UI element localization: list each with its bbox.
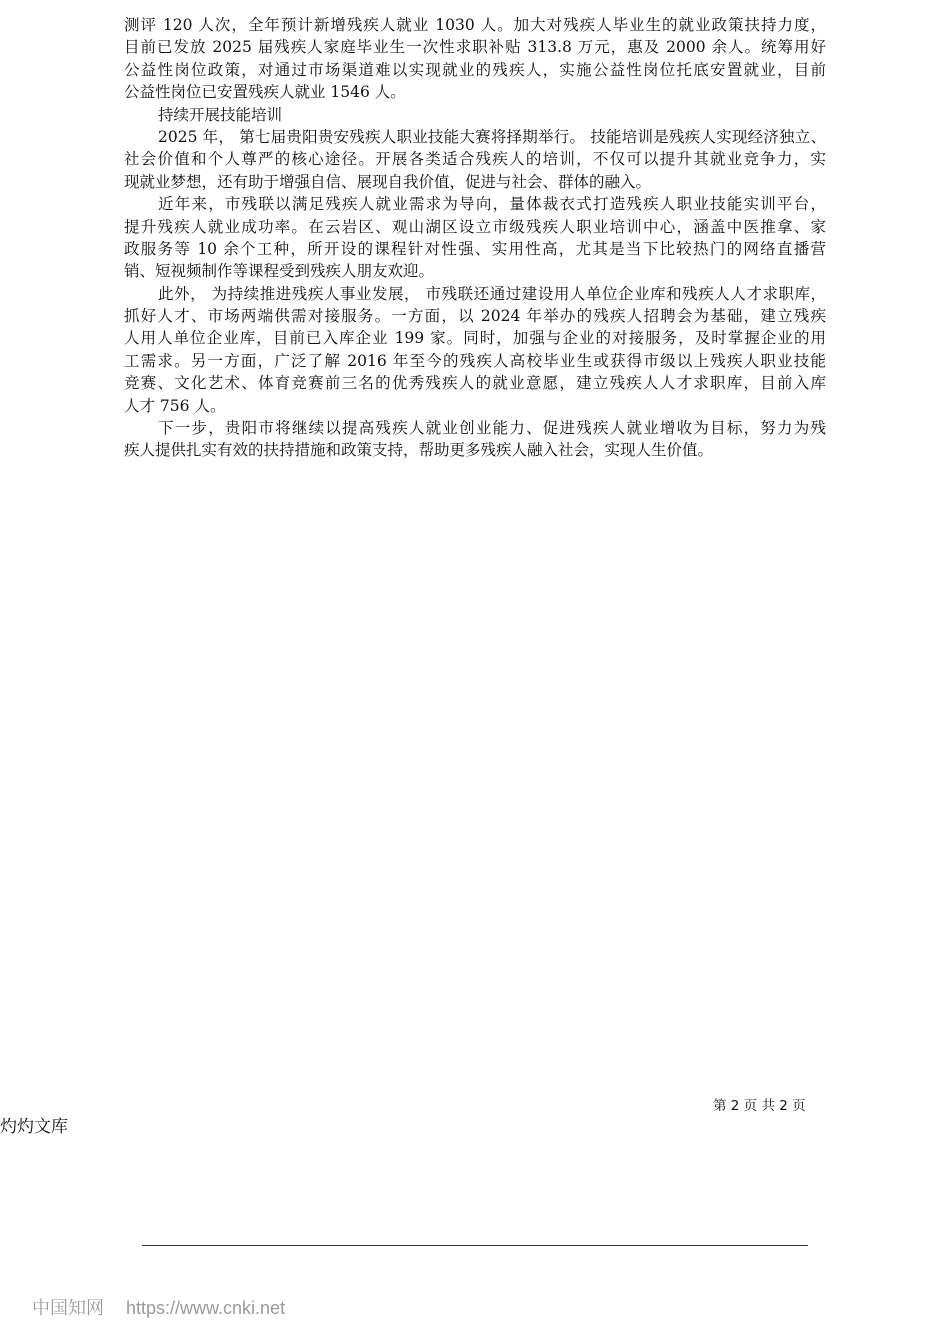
text-line: 下一步，贵阳市将继续以提高残疾人就业创业能力、促进残疾人就业增收为目标，努力为残 — [158, 419, 826, 438]
text-line: 测评 120 人次，全年预计新增残疾人就业 1030 人。加大对残疾人毕业生的就业政策扶持力度， — [124, 16, 826, 34]
text-line: 2025 年， 第七届贵阳贵安残疾人职业技能大赛将择期举行。 技能培训是残疾人实现经济独立、 — [158, 127, 826, 146]
text-line: 工需求。另一方面，广泛了解 2016 年至今的残疾人高校毕业生或获得市级以上残疾人职业技能 — [124, 351, 826, 370]
page-number: 第 2 页 共 2 页 — [713, 1098, 806, 1114]
text-line: 提升残疾人就业成功率。在云岩区、观山湖区设立市级残疾人职业培训中心，涵盖中医推拿、家 — [124, 217, 826, 236]
paragraph — [124, 14, 826, 104]
text-line: 销、短视频制作等课程受到残疾人朋友欢迎。 — [124, 262, 435, 281]
paragraph — [124, 104, 826, 126]
footer-divider — [142, 1245, 808, 1246]
text-line: 近年来，市残联以满足残疾人就业需求为导向，量体裁衣式打造残疾人职业技能实训平台， — [158, 195, 826, 214]
document-body — [124, 14, 826, 462]
text-line: 此外， 为持续推进残疾人事业发展， 市残联还通过建设用人单位企业库和残疾人人才求职库， — [158, 284, 826, 303]
paragraph — [124, 417, 826, 462]
paragraph — [124, 283, 826, 417]
text-line: 竞赛、文化艺术、体育竞赛前三名的优秀残疾人的就业意愿，建立残疾人人才求职库，目前入库 — [124, 374, 826, 393]
text-line: 目前已发放 2025 届残疾人家庭毕业生一次性求职补贴 313.8 万元，惠及 2000 余人。统筹用好 — [124, 38, 826, 57]
text-line: 疾人提供扎实有效的扶持措施和政策支持，帮助更多残疾人融入社会，实现人生价值。 — [124, 441, 714, 460]
text-line: 政服务等 10 余个工种，所开设的课程针对性强、实用性高，尤其是当下比较热门的网络直播营 — [124, 239, 826, 258]
text-line: 持续开展技能培训 — [158, 105, 283, 124]
text-line: 人才 756 人。 — [124, 396, 226, 415]
text-line: 公益性岗位已安置残疾人就业 1546 人。 — [124, 83, 406, 102]
cnki-name: 中国知网 — [32, 1298, 104, 1319]
cnki-url-link[interactable]: https://www.cnki.net — [126, 1298, 286, 1318]
paragraph — [124, 193, 826, 283]
text-line: 公益性岗位政策，对通过市场渠道难以实现就业的残疾人，实施公益性岗位托底安置就业，目前 — [124, 60, 826, 79]
paragraph — [124, 126, 826, 193]
watermark-text: 灼灼文库 — [0, 1117, 68, 1137]
text-line: 社会价值和个人尊严的核心途径。开展各类适合残疾人的培训，不仅可以提升其就业竞争力，实 — [124, 150, 826, 169]
text-line: 人用人单位企业库，目前已入库企业 199 家。同时，加强与企业的对接服务，及时掌握企业的用 — [124, 329, 826, 348]
cnki-footer — [32, 1294, 285, 1320]
text-line: 现就业梦想，还有助于增强自信、展现自我价值，促进与社会、群体的融入。 — [124, 172, 652, 191]
text-line: 抓好人才、市场两端供需对接服务。一方面，以 2024 年举办的残疾人招聘会为基础，建立残疾 — [124, 307, 826, 326]
